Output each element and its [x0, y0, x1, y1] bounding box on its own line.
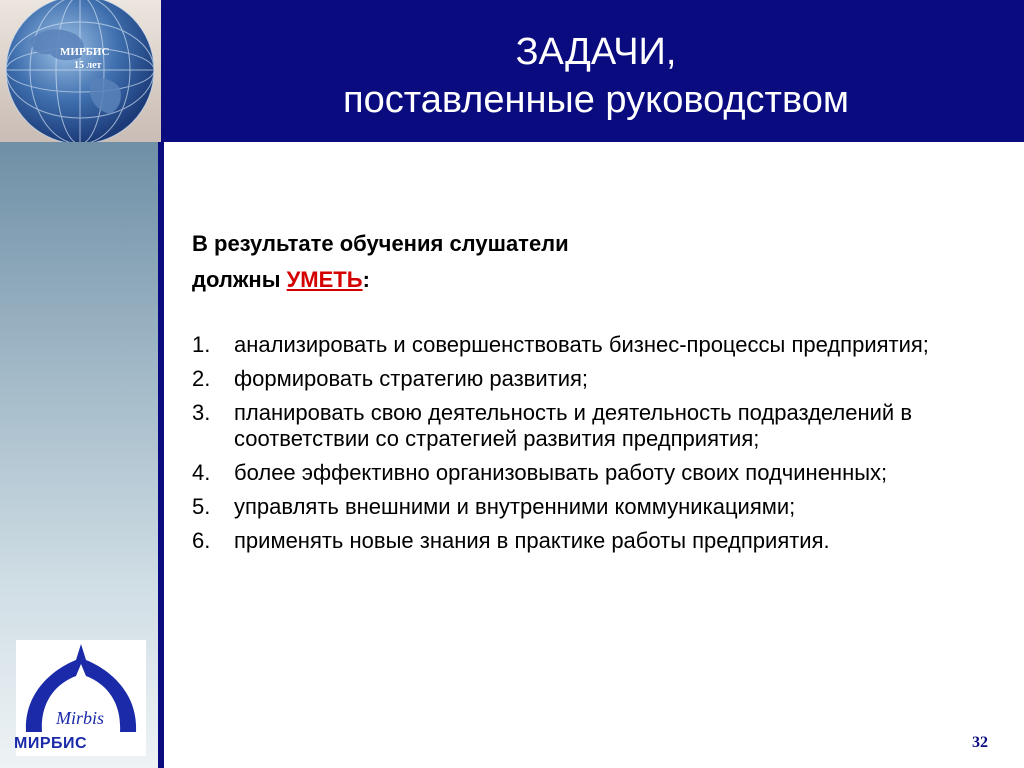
globe-logo-label: МИРБИС — [60, 46, 110, 58]
list-item — [192, 332, 992, 358]
title-line-2: поставленные руководством — [343, 79, 849, 121]
intro-accent: УМЕТЬ — [286, 267, 363, 292]
globe-icon — [0, 0, 164, 142]
intro-prefix: должны — [192, 267, 287, 292]
globe-logo — [0, 0, 164, 142]
title-line-1: ЗАДАЧИ, — [515, 31, 677, 73]
list-item — [192, 400, 992, 452]
list-item-text: анализировать и совершенствовать бизнес-процессы предприятия; — [234, 332, 929, 357]
list-item-number: 1. — [192, 332, 211, 357]
list-item — [192, 528, 992, 554]
intro-suffix: : — [362, 267, 370, 292]
intro-text — [192, 226, 972, 298]
list-item-number: 5. — [192, 494, 211, 519]
list-item — [192, 366, 992, 392]
list-item-number: 2. — [192, 366, 211, 391]
globe-logo-sub: 15 лет — [74, 60, 102, 71]
intro-line-2 — [192, 262, 972, 298]
list-item-text: более эффективно организовывать работу своих подчиненных; — [234, 460, 888, 485]
list-item-number: 6. — [192, 528, 211, 553]
header-bar — [0, 0, 1024, 142]
list-item — [192, 460, 992, 486]
logo-text: МИРБИС — [14, 735, 88, 752]
page-number: 32 — [972, 734, 988, 751]
list-item-text: формировать стратегию развития; — [234, 366, 589, 391]
list-item-number: 4. — [192, 460, 211, 485]
list-item-text: применять новые знания в практике работы предприятия. — [234, 528, 830, 553]
sidebar-divider — [158, 142, 164, 768]
logo-script: Mirbis — [56, 708, 105, 728]
list-item-text: управлять внешними и внутренними коммуникациями; — [234, 494, 796, 519]
slide-title — [168, 28, 1024, 124]
list-item — [192, 494, 992, 520]
list-item-number: 3. — [192, 400, 211, 425]
list-item-text: планировать свою деятельность и деятельность подразделений в соответствии со стратегией развития предприятия; — [234, 400, 913, 451]
skills-list — [192, 332, 992, 562]
intro-line-1: В результате обучения слушатели — [192, 231, 569, 256]
